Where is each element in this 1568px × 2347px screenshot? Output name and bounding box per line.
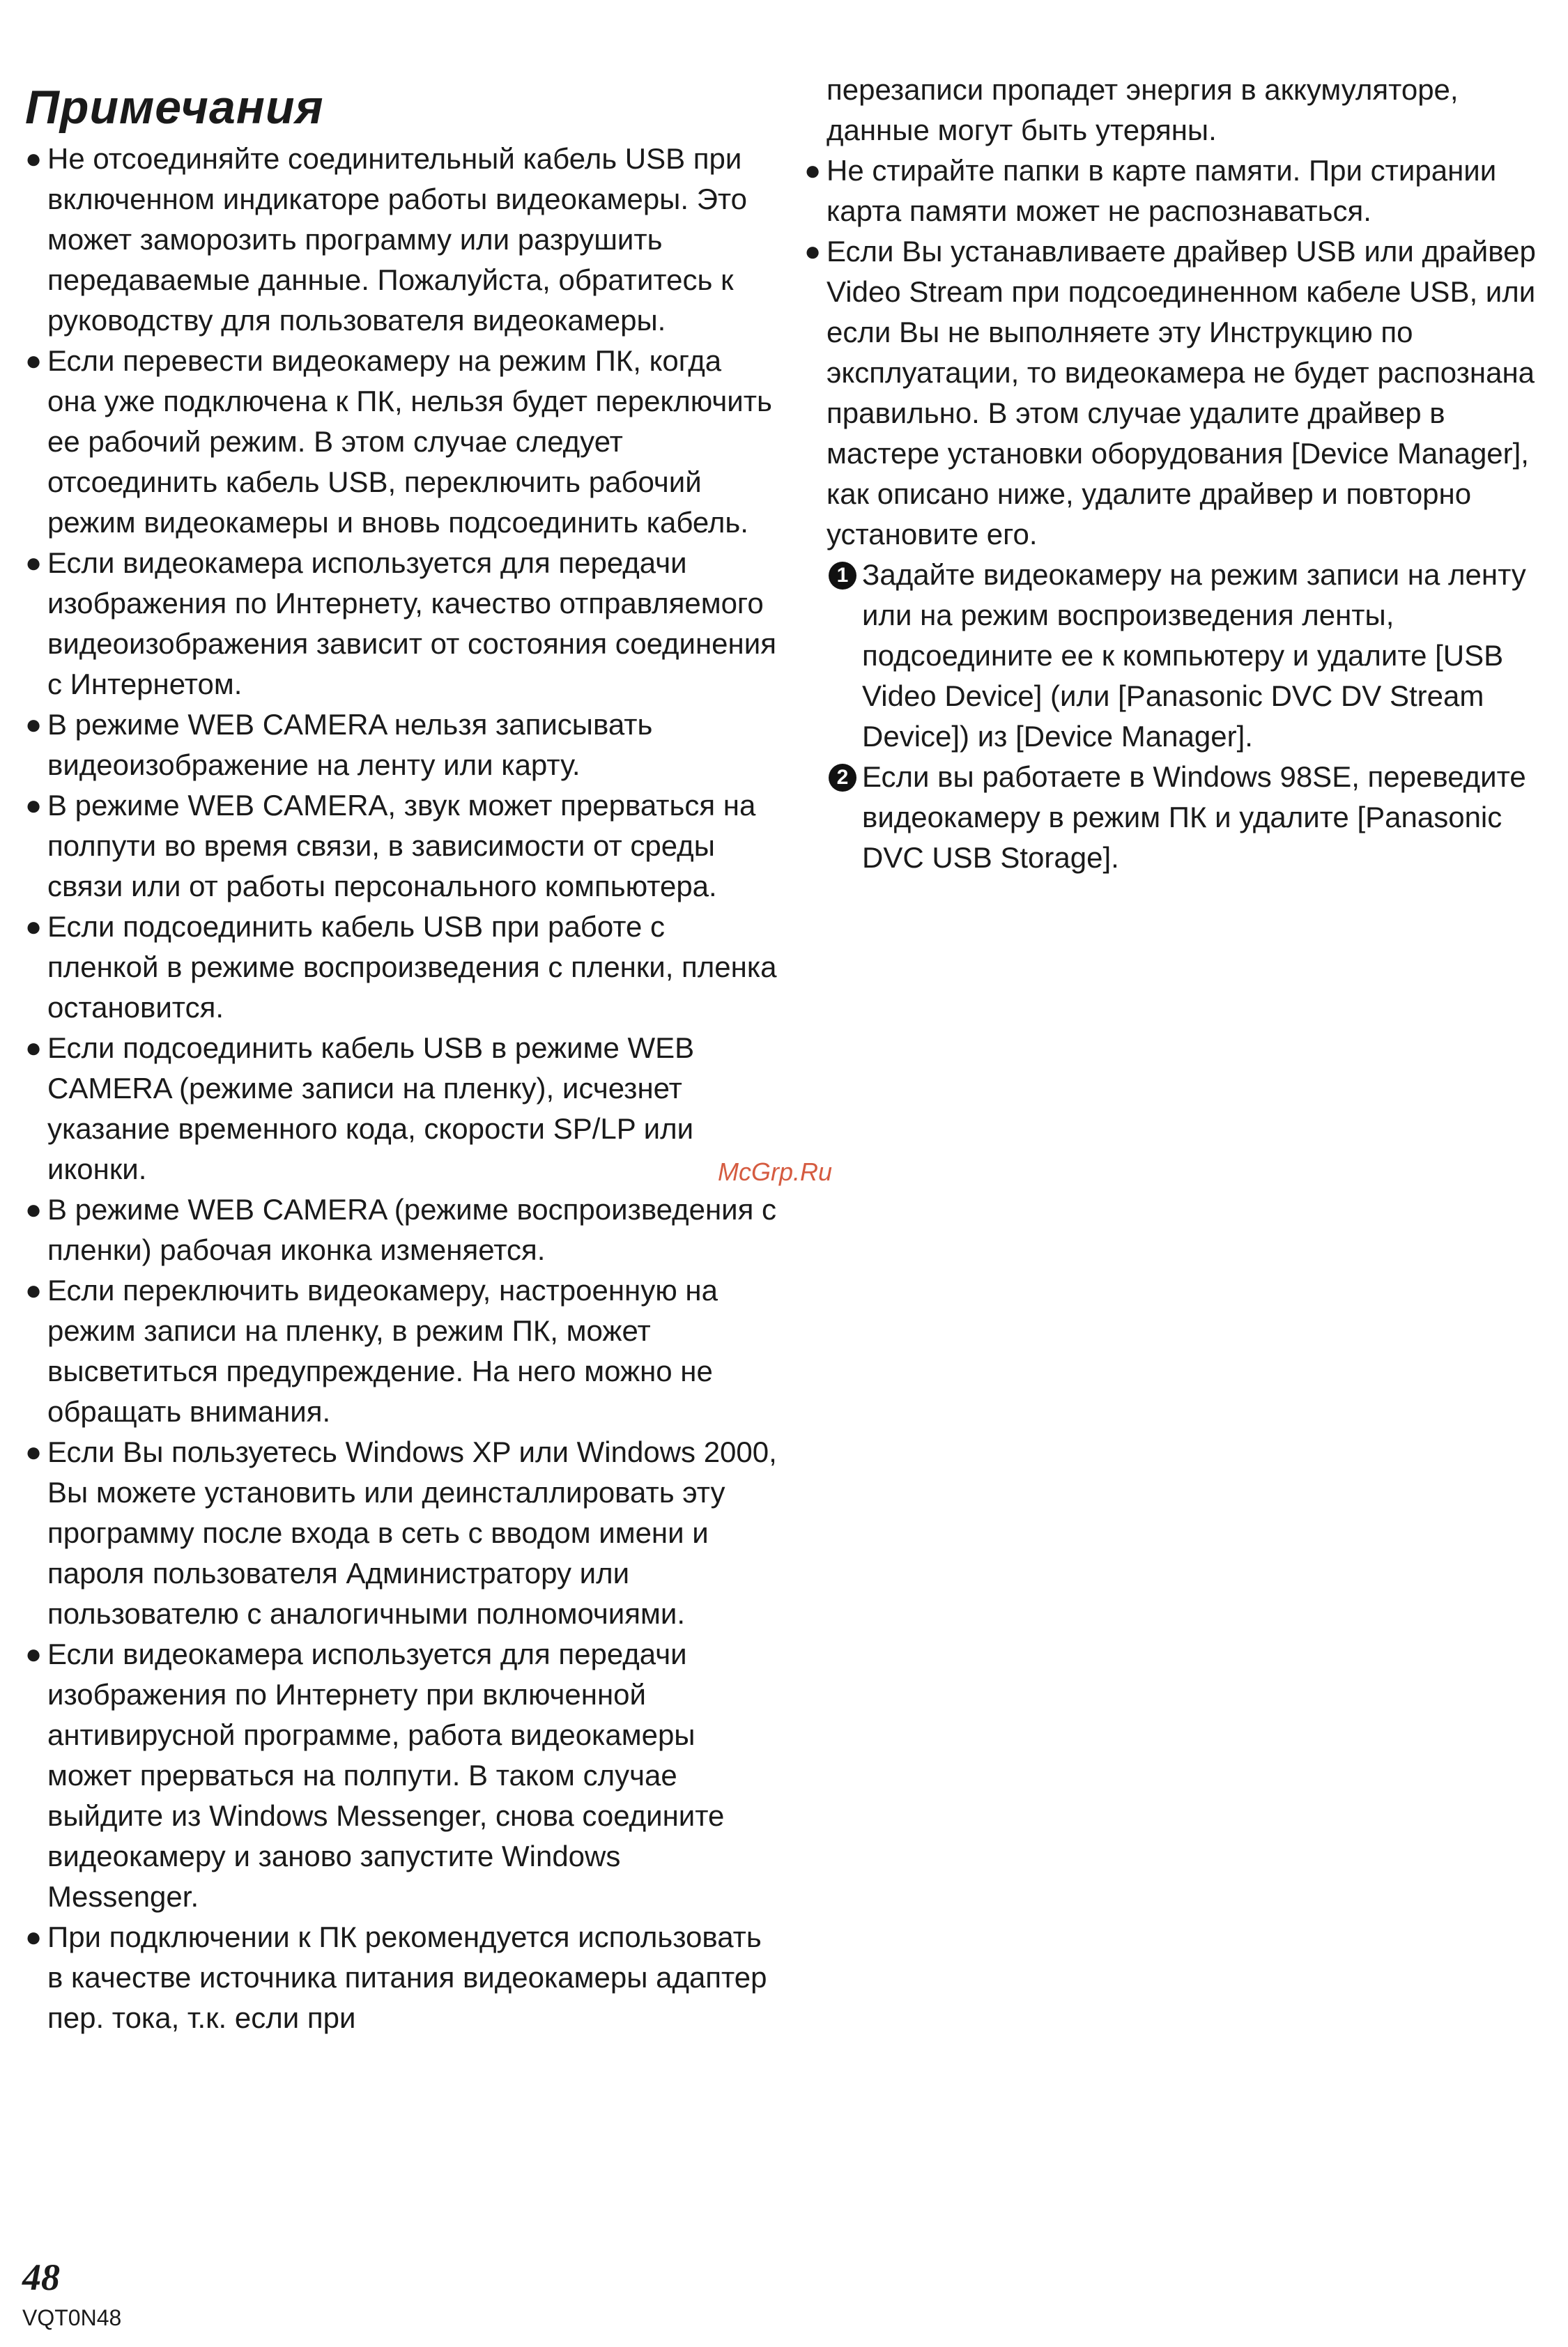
note-text: При подключении к ПК рекомендуется использовать в качестве источника питания видеокамеры адаптер пер. тока, т.к. если при <box>47 1921 767 2034</box>
note-item <box>25 1028 778 1190</box>
note-text: Если Вы пользуетесь Windows XP или Windows 2000, Вы можете установить или деинсталлировать эту программу после входа в сеть с вводом имени и пароля пользователя Администратору или пользователю с аналогичными полномочиями. <box>47 1436 777 1630</box>
note-text: Не стирайте папки в карте памяти. При стирании карта памяти может не распознаваться. <box>827 154 1497 227</box>
note-item <box>25 1432 778 1634</box>
step-text: Задайте видеокамеру на режим записи на ленту или на режим воспроизведения ленты, подсоедините ее к компьютеру и удалите [USB Video Device] (или [Panasonic DVC DV Stream Device]) из [Device Manager]. <box>862 558 1526 753</box>
note-text: Если подсоединить кабель USB при работе с пленкой в режиме воспроизведения с пленки, пленка остановится. <box>47 910 777 1024</box>
page-number: 48 <box>22 2256 60 2298</box>
step-item <box>804 757 1550 878</box>
note-item <box>804 151 1550 231</box>
note-text: Если видеокамера используется для передачи изображения по Интернету, качество отправляемого видеоизображения зависит от состояния соединения с Интернетом. <box>47 546 776 700</box>
bullet-icon: ● <box>25 911 43 942</box>
document-code: VQT0N48 <box>22 2305 122 2330</box>
note-item <box>25 785 778 907</box>
note-text: В режиме WEB CAMERA нельзя записывать видеоизображение на ленту или карту. <box>47 708 653 781</box>
note-text: Если переключить видеокамеру, настроенную на режим записи на пленку, в режим ПК, может высветиться предупреждение. На него можно не обращать внимания. <box>47 1274 718 1428</box>
bullet-icon: ● <box>25 144 43 174</box>
note-text: Если видеокамера используется для передачи изображения по Интернету при включенной антивирусной программе, работа видеокамеры может прерваться на полпути. В таком случае выйдите из Windows Messenger, снова соедините видеокамеру и заново запустите Windows Messenger. <box>47 1638 725 1913</box>
note-text: В режиме WEB CAMERA, звук может прерваться на полпути во время связи, в зависимости от среды связи или от работы персонального компьютера. <box>47 789 756 902</box>
note-continuation: перезаписи пропадет энергия в аккумуляторе, данные могут быть утеряны. <box>827 73 1459 146</box>
note-text: Если перевести видеокамеру на режим ПК, когда она уже подключена к ПК, нельзя будет переключить ее рабочий режим. В этом случае следует отсоединить кабель USB, переключить рабочий режим видеокамеры и вновь подсоединить кабель. <box>47 344 772 539</box>
bullet-icon: ● <box>804 155 822 186</box>
notes-left-column <box>25 139 778 2038</box>
step-number-icon: 1 <box>829 562 856 590</box>
notes-right-column <box>804 70 1550 878</box>
bullet-icon: ● <box>25 1639 43 1670</box>
bullet-icon: ● <box>25 1275 43 1306</box>
note-text: Не отсоединяйте соединительный кабель USB при включенном индикаторе работы видеокамеры. Это может заморозить программу или разрушить передаваемые данные. Пожалуйста, обратитесь к руководству для пользователя видеокамеры. <box>47 142 748 337</box>
note-item <box>25 705 778 785</box>
note-item <box>25 907 778 1028</box>
bullet-icon: ● <box>25 1922 43 1953</box>
bullet-icon: ● <box>25 1194 43 1225</box>
note-item <box>25 1634 778 1917</box>
note-item <box>25 139 778 341</box>
step-item <box>804 555 1550 757</box>
note-item <box>25 1270 778 1432</box>
bullet-icon: ● <box>25 1033 43 1063</box>
bullet-icon: ● <box>25 790 43 821</box>
bullet-icon: ● <box>25 346 43 376</box>
bullet-icon: ● <box>25 548 43 578</box>
note-text: Если Вы устанавливаете драйвер USB или драйвер Video Stream при подсоединенном кабеле USB, или если Вы не выполняете эту Инструкцию по эксплуатации, то видеокамера не будет распознана правильно. В этом случае удалите драйвер в мастере установки оборудования [Device Manager], как описано ниже, удалите драйвер и повторно установите его. <box>827 235 1536 551</box>
page-title: Примечания <box>25 81 324 134</box>
note-item <box>25 543 778 705</box>
note-item <box>25 341 778 543</box>
note-text: В режиме WEB CAMERA (режиме воспроизведения с пленки) рабочая иконка изменяется. <box>47 1193 777 1266</box>
note-item <box>25 1190 778 1270</box>
bullet-icon: ● <box>804 236 822 267</box>
note-item <box>25 1917 778 2038</box>
step-text: Если вы работаете в Windows 98SE, переведите видеокамеру в режим ПК и удалите [Panasonic DVC USB Storage]. <box>862 760 1526 874</box>
watermark: McGrp.Ru <box>718 1157 833 1186</box>
note-text: Если подсоединить кабель USB в режиме WEB CAMERA (режиме записи на пленку), исчезнет указание временного кода, скорости SP/LP или иконки. <box>47 1031 695 1185</box>
step-number-icon: 2 <box>829 764 856 792</box>
bullet-icon: ● <box>25 709 43 740</box>
note-item <box>804 231 1550 555</box>
bullet-icon: ● <box>25 1437 43 1468</box>
